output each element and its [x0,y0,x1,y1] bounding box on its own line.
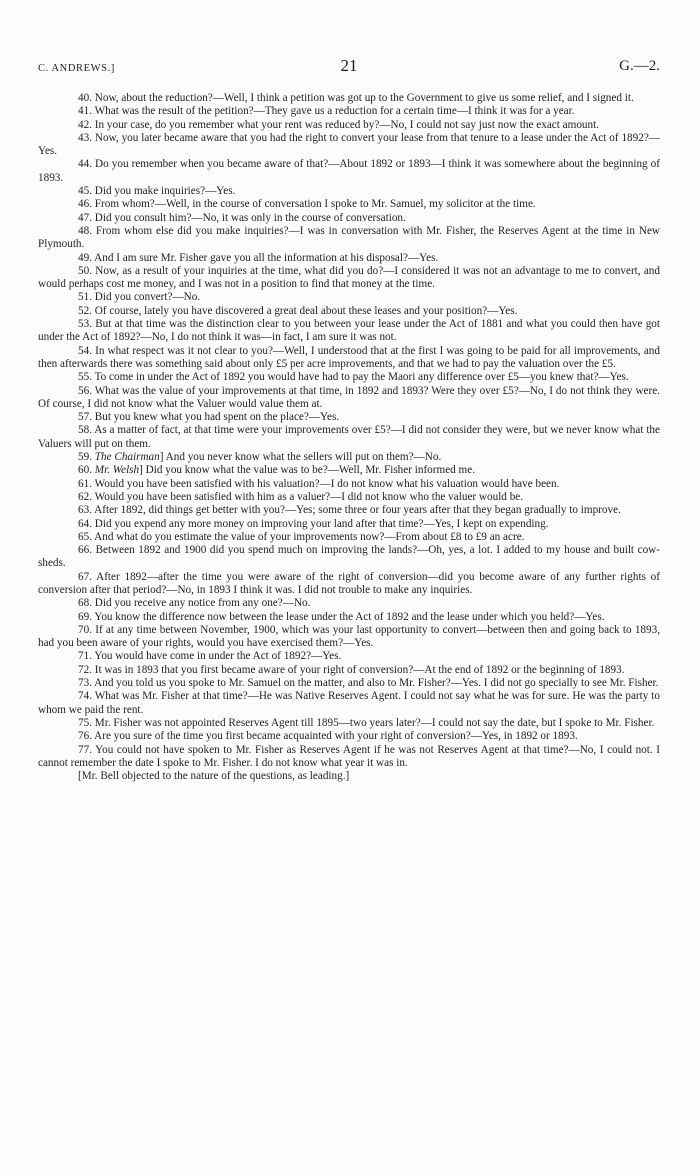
paragraph-69: 69. You know the difference now between the lease under the Act of 1892 and the lease under which you held?—Yes. [78,610,605,623]
speaker-label: Mr. Welsh [94,464,140,477]
paragraph-62: 62. Would you have been satisfied with him as a valuer?—I did not know who the valuer would be. [78,490,524,503]
paragraph-77: 77. You could not have spoken to Mr. Fisher as Reserves Agent if he was not Reserves Agent at that time?—No, I could not. I cannot remember the date I spoke to Mr. Fisher. I do not know what year it was in. [38,743,660,769]
paragraph-54: 54. In what respect was it not clear to you?—Well, I understood that at the first I was going to be paid for all improvements, and then afterwards there was something said about only £5 per acre improvements, and that we had to pay the valuation over the £5. [38,344,660,370]
paragraph-52: 52. Of course, lately you have discovered a great deal about these leases and your position?—Yes. [78,304,518,317]
paragraph-70: 70. If at any time between November, 1900, which was your last opportunity to convert—between then and going back to 1893, had you been aware of your rights, would you have exercised them?—Yes. [38,623,660,650]
paragraph-56: 56. What was the value of your improvements at that time, in 1892 and 1893? Were they over £5?—No, I do not think they were. Of course, I did not know what the Valuer would value them at. [38,384,660,410]
paragraph-46: 46. From whom?—Well, in the course of conversation I spoke to Mr. Samuel, my solicitor at the time. [78,198,536,211]
paragraph-42: 42. In your case, do you remember what your rent was reduced by?—No, I could not say just now the exact amount. [78,118,600,131]
paragraph-59 [38,451,660,464]
paragraph-66: 66. Between 1892 and 1900 did you spend much on improving the lands?—Oh, yes, a lot. I added to my house and built cow-sheds. [38,544,660,570]
paragraph-40: 40. Now, about the reduction?—Well, I think a petition was got up to the Government to give us some relief, and I signed it. [78,92,634,104]
paragraph-63: 63. After 1892, did things get better with you?—Yes; some three or four years after that they began gradually to improve. [78,504,621,517]
paragraph-41: 41. What was the result of the petition?—They gave us a reduction for a certain time—I think it was for a year. [78,105,575,118]
paragraph-71: 71. You would have come in under the Act of 1892?—Yes. [78,650,342,663]
speaker-label: The Chairman [94,451,160,464]
paragraph-48: 48. From whom else did you make inquiries?—I was in conversation with Mr. Fisher, the Reserves Agent at the time in New Plymouth. [38,224,660,251]
paragraph-65: 65. And what do you estimate the value of your improvements now?—From about £8 to £9 an acre. [78,530,525,543]
paragraph-47: 47. Did you consult him?—No, it was only in the course of conversation. [78,211,406,224]
paragraph-43: 43. Now, you later became aware that you had the right to convert your lease from that tenure to a lease under the Act of 1892?—Yes. [38,131,660,158]
paragraph-45: 45. Did you make inquiries?—Yes. [78,185,236,198]
paragraph-number: 60. [78,464,95,477]
paragraph-49: 49. And I am sure Mr. Fisher gave you all the information at his disposal?—Yes. [78,251,439,264]
paragraph-50: 50. Now, as a result of your inquiries at the time, what did you do?—I considered it was not an advantage to me to convert, and would perhaps cost me money, and I was not in a position to find that money at the time. [38,264,660,291]
paragraph-60 [38,464,660,477]
paragraph-53: 53. But at that time was the distinction clear to you between your lease under the Act of 1881 and what you could then have got under the Act of 1892?—No, I do not think it was—in fact, I am sure it was not. [38,318,660,344]
paragraph-72: 72. It was in 1893 that you first became aware of your right of conversion?—At the end of 1892 or the beginning of 1893. [78,663,625,676]
paragraph-number: 59. [78,451,95,464]
page-number: 21 [340,56,358,75]
paragraph-text: ] Did you know what the value was to be?—Well, Mr. Fisher informed me. [139,464,476,477]
paragraph-75: 75. Mr. Fisher was not appointed Reserves Agent till 1895—two years later?—I could not say the date, but I spoke to Mr. Fisher. [78,716,655,729]
document-reference: G.—2. [619,58,660,74]
paragraph-44: 44. Do you remember when you became aware of that?—About 1892 or 1893—I think it was somewhere about the beginning of 1893. [38,158,660,184]
paragraph-73: 73. And you told us you spoke to Mr. Samuel on the matter, and also to Mr. Fisher?—Yes. I did not go specially to see Mr. Fisher. [78,677,659,690]
paragraph-64: 64. Did you expend any more money on improving your land after that time?—Yes, I kept on expending. [78,517,549,530]
paragraph-57: 57. But you knew what you had spent on the place?—Yes. [78,411,340,424]
paragraph-76: 76. Are you sure of the time you first became acquainted with your right of conversion?—Yes, in 1892 or 1893. [78,730,578,743]
paragraph-58: 58. As a matter of fact, at that time were your improvements over £5?—I did not consider they were, but we never know what the Valuers will put on them. [38,424,660,450]
page-header [38,56,660,80]
paragraph-text: ] And you never know what the sellers will put on them?—No. [159,451,442,464]
header-witness-name: C. ANDREWS.] [38,63,115,74]
paragraph-51: 51. Did you convert?—No. [78,291,201,304]
paragraph-74: 74. What was Mr. Fisher at that time?—He was Native Reserves Agent. I could not say what he was for sure. He was the party to whom we paid the rent. [38,690,660,716]
paragraph-67: 67. After 1892—after the time you were aware of the right of conversion—did you become aware of any further rights of conversion after that period?—No, in 1893 I think it was. I did not trouble to make any inquiries. [38,570,660,596]
paragraph-61: 61. Would you have been satisfied with his valuation?—I do not know what his valuation would have been. [78,477,560,490]
paragraph-55: 55. To come in under the Act of 1892 you would have had to pay the Maori any difference over £5—you knew that?—Yes. [78,371,629,384]
paragraph-68: 68. Did you receive any notice from any one?—No. [78,597,311,610]
document-body [38,92,660,783]
bracketed-note: [Mr. Bell objected to the nature of the questions, as leading.] [78,770,350,783]
